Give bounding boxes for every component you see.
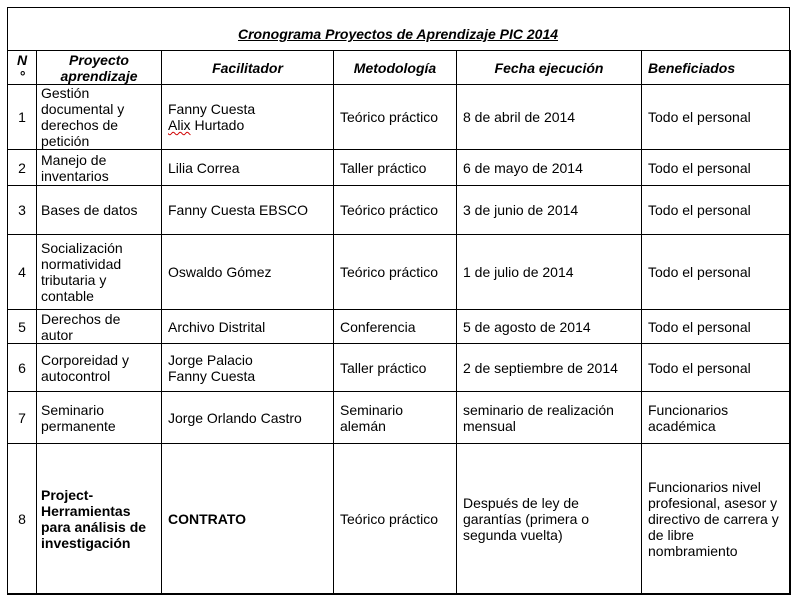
cell-beneficiaries-line: nombramiento [648, 543, 738, 559]
cell-methodology [334, 392, 457, 444]
header-project-line: Proyecto [69, 51, 129, 68]
cell-date-line: segunda vuelta) [463, 527, 563, 543]
cell-project-line: normatividad [41, 256, 122, 272]
cell-date-line: 3 de junio de 2014 [463, 202, 579, 218]
cell-project [37, 444, 162, 595]
cell-facilitator-line: Jorge Palacio [168, 351, 253, 368]
cell-facilitator [162, 186, 334, 235]
cell-beneficiaries [642, 150, 791, 186]
cell-date-line: 8 de abril de 2014 [463, 109, 576, 125]
schedule-table [7, 50, 791, 595]
cell-project-line: Seminario [41, 401, 105, 418]
cell-date-line: 2 de septiembre de 2014 [463, 359, 618, 376]
cell-date-line: mensual [463, 417, 516, 434]
cell-date [457, 150, 642, 186]
cell-facilitator [162, 344, 334, 392]
cell-date [457, 186, 642, 235]
cell-beneficiaries [642, 186, 791, 235]
cell-beneficiaries [642, 85, 791, 150]
cell-facilitator-line: Jorge Orlando Castro [168, 409, 302, 426]
cell-project-line: contable [41, 288, 94, 304]
cell-beneficiaries-line: Funcionarios [648, 401, 729, 418]
cell-beneficiaries [642, 392, 791, 444]
cell-methodology-line: Taller práctico [340, 359, 427, 376]
header-number [8, 51, 37, 85]
cell-beneficiaries-line: académica [648, 417, 716, 434]
header-methodology: Metodología [334, 51, 457, 85]
table-row [8, 444, 791, 595]
cell-facilitator-line: Fanny Cuesta [168, 101, 256, 117]
cell-methodology-line: Teórico práctico [340, 109, 439, 125]
cell-methodology-line: Teórico práctico [340, 264, 439, 280]
cell-beneficiaries [642, 444, 791, 595]
cell-project-line: investigación [41, 535, 131, 551]
cell-project-line: Manejo de [41, 151, 107, 168]
cell-date [457, 85, 642, 150]
table-row [8, 310, 791, 344]
cell-project-line: para análisis de [41, 519, 147, 535]
cell-beneficiaries-line: Todo el personal [648, 359, 751, 376]
cell-beneficiaries [642, 235, 791, 310]
header-beneficiaries: Beneficiados [642, 51, 791, 85]
cell-facilitator-line: Alix Hurtado [168, 117, 245, 133]
header-date: Fecha ejecución [457, 51, 642, 85]
cell-date [457, 344, 642, 392]
table-row [8, 85, 791, 150]
cell-project-line: Socialización [41, 240, 123, 256]
cell-beneficiaries [642, 344, 791, 392]
cell-facilitator-line: Fanny Cuesta [168, 367, 256, 384]
cell-beneficiaries-line: de libre [648, 527, 694, 543]
header-project [37, 51, 162, 85]
cell-date-line: 1 de julio de 2014 [463, 264, 574, 280]
table-row [8, 150, 791, 186]
cell-date-line: garantías (primera o [463, 511, 590, 527]
table-header-row [8, 51, 791, 85]
cell-methodology [334, 310, 457, 344]
table-row [8, 392, 791, 444]
cell-methodology [334, 150, 457, 186]
cell-date [457, 310, 642, 344]
cell-methodology [334, 186, 457, 235]
cell-project-line: autocontrol [41, 367, 111, 384]
cell-project [37, 310, 162, 344]
cell-project-line: Bases de datos [41, 202, 138, 218]
cell-project-line: documental y [41, 101, 125, 117]
cell-facilitator [162, 310, 334, 344]
cell-facilitator-line: Oswaldo Gómez [168, 264, 272, 280]
cell-beneficiaries-line: Funcionarios nivel [648, 479, 761, 495]
cell-methodology-line: Teórico práctico [340, 202, 439, 218]
cell-number: 3 [8, 186, 37, 235]
cell-number: 4 [8, 235, 37, 310]
cell-number: 1 [8, 85, 37, 150]
cell-facilitator [162, 444, 334, 595]
document-title: Cronograma Proyectos de Aprendizaje PIC 2014 [237, 26, 559, 42]
cell-beneficiaries-line: Todo el personal [648, 109, 751, 125]
cell-methodology-line: Conferencia [340, 318, 416, 335]
cell-project [37, 392, 162, 444]
cell-facilitator-line: Archivo Distrital [168, 318, 266, 335]
table-row [8, 344, 791, 392]
cell-number: 6 [8, 344, 37, 392]
cell-date [457, 392, 642, 444]
cell-project [37, 186, 162, 235]
cell-facilitator [162, 235, 334, 310]
cell-methodology [334, 444, 457, 595]
cell-beneficiaries [642, 310, 791, 344]
cell-project-line: permanente [41, 417, 116, 434]
cell-date-line: 6 de mayo de 2014 [463, 159, 583, 176]
cell-project [37, 235, 162, 310]
cell-beneficiaries-line: Todo el personal [648, 318, 751, 335]
header-facilitator: Facilitador [162, 51, 334, 85]
cell-project-line: autor [41, 326, 73, 343]
header-number-line: N [16, 51, 28, 68]
cell-project-line: derechos de [41, 117, 119, 133]
cell-methodology [334, 344, 457, 392]
cell-project-line: Gestión [41, 85, 90, 101]
cell-project [37, 150, 162, 186]
cell-project-line: Project- [41, 487, 94, 503]
cell-methodology [334, 85, 457, 150]
cell-beneficiaries-line: Todo el personal [648, 264, 751, 280]
cell-date-line: 5 de agosto de 2014 [463, 318, 591, 335]
cell-project-line: Corporeidad y [41, 351, 129, 368]
cell-number: 2 [8, 150, 37, 186]
cell-date-line: seminario de realización [463, 401, 614, 418]
cell-beneficiaries-line: directivo de carrera y [648, 511, 779, 527]
header-project-line: aprendizaje [60, 67, 138, 84]
cell-methodology-line: Seminario [340, 401, 404, 418]
cell-beneficiaries-line: profesional, asesor y [648, 495, 778, 511]
cell-beneficiaries-line: Todo el personal [648, 159, 751, 176]
cell-methodology-line: alemán [340, 417, 386, 434]
cell-project [37, 344, 162, 392]
cell-date [457, 235, 642, 310]
cell-number: 8 [8, 444, 37, 595]
table-row [8, 186, 791, 235]
cell-facilitator-line: Lilia Correa [168, 159, 240, 176]
cell-methodology [334, 235, 457, 310]
cell-number: 5 [8, 310, 37, 344]
cell-project-line: petición [41, 133, 90, 149]
cell-methodology-line: Taller práctico [340, 159, 427, 176]
cell-project-line: Derechos de [41, 310, 121, 327]
cell-methodology-line: Teórico práctico [340, 511, 439, 527]
cell-date-line: Después de ley de [463, 495, 579, 511]
cell-project-line: inventarios [41, 167, 109, 184]
cell-project-line: tributaria y [41, 272, 107, 288]
cell-project-line: Herramientas [41, 503, 131, 519]
cell-project [37, 85, 162, 150]
cell-date [457, 444, 642, 595]
header-number-line: ° [19, 67, 25, 84]
cell-facilitator [162, 150, 334, 186]
cell-number: 7 [8, 392, 37, 444]
table-row [8, 235, 791, 310]
cell-beneficiaries-line: Todo el personal [648, 202, 751, 218]
cell-facilitator [162, 85, 334, 150]
cell-facilitator [162, 392, 334, 444]
cell-facilitator-line: CONTRATO [168, 511, 247, 527]
cell-facilitator-line: Fanny Cuesta EBSCO [168, 202, 309, 218]
